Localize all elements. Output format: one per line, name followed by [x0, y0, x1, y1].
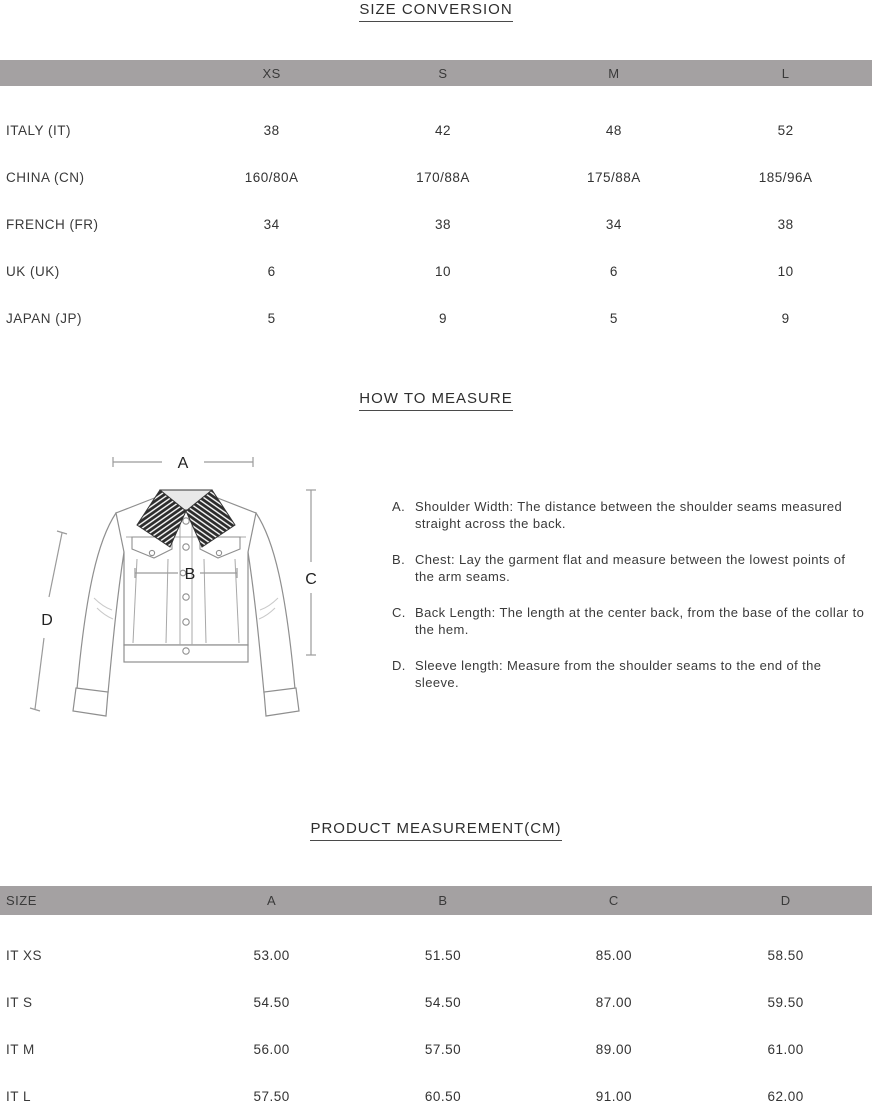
cell-value: 58.50: [767, 948, 804, 963]
table-row: [0, 979, 872, 1026]
measure-item-text: Shoulder Width: The distance between the shoulder seams measured straight across the back.: [415, 499, 843, 531]
header-row-label: SIZE: [6, 893, 37, 908]
how-to-measure-title: [0, 390, 872, 411]
column-header: D: [780, 893, 791, 908]
table-row: [0, 295, 872, 342]
measure-item-key: C.: [392, 605, 406, 620]
measure-instruction-item: [392, 604, 868, 638]
measure-item-key: B.: [392, 552, 406, 567]
column-header: L: [781, 65, 790, 81]
measure-label-b: B: [184, 566, 196, 583]
cell-value: 87.00: [595, 995, 633, 1010]
jacket-measurement-diagram: [20, 440, 360, 730]
column-header: B: [438, 893, 448, 908]
cell-value: 52: [777, 123, 794, 138]
cell-value: 9: [781, 311, 790, 326]
measure-label-d: D: [41, 612, 53, 629]
row-label: IT L: [6, 1089, 32, 1104]
cell-value: 89.00: [595, 1042, 633, 1057]
cell-value: 57.50: [253, 1089, 290, 1104]
cell-value: 6: [267, 264, 276, 279]
measure-label-c: C: [305, 571, 317, 588]
cell-value: 85.00: [595, 948, 633, 963]
product-measurement-table-body: [0, 915, 872, 1111]
product-measurement-title: [0, 820, 872, 841]
column-header: M: [608, 65, 620, 81]
table-row: [0, 154, 872, 201]
cell-value: 10: [777, 264, 794, 279]
cell-value: 5: [267, 311, 276, 326]
column-header: XS: [262, 65, 281, 81]
measure-label-a: A: [177, 455, 189, 472]
cell-value: 175/88A: [586, 170, 641, 185]
cell-value: 42: [434, 123, 451, 138]
cell-value: 9: [438, 311, 447, 326]
cell-value: 38: [777, 217, 794, 232]
row-label: IT S: [6, 995, 33, 1010]
cell-value: 34: [263, 217, 280, 232]
measure-instructions: [392, 498, 868, 710]
cell-value: 34: [605, 217, 622, 232]
row-label: ITALY (IT): [6, 123, 72, 138]
cell-value: 91.00: [595, 1089, 633, 1104]
measure-item-text: Chest: Lay the garment flat and measure between the lowest points of the arm seams.: [415, 552, 846, 584]
row-label: IT M: [6, 1042, 35, 1057]
cell-value: 38: [434, 217, 451, 232]
table-row: [0, 1073, 872, 1111]
how-to-measure-title-text: HOW TO MEASURE: [359, 390, 512, 411]
cell-value: 61.00: [767, 1042, 804, 1057]
table-row: [0, 932, 872, 979]
column-header: C: [608, 893, 619, 908]
row-label: CHINA (CN): [6, 170, 85, 185]
row-label: JAPAN (JP): [6, 311, 83, 326]
cell-value: 48: [605, 123, 622, 138]
product-measurement-header-row: [0, 886, 872, 915]
cell-value: 56.00: [253, 1042, 290, 1057]
table-row: [0, 201, 872, 248]
cell-value: 60.50: [424, 1089, 462, 1104]
measure-instruction-item: [392, 551, 868, 585]
measure-instruction-item: [392, 498, 868, 532]
cell-value: 53.00: [253, 948, 290, 963]
cell-value: 59.50: [767, 995, 804, 1010]
cell-value: 51.50: [424, 948, 462, 963]
product-measurement-title-text: PRODUCT MEASUREMENT(CM): [310, 820, 561, 841]
column-header: S: [438, 65, 448, 81]
cell-value: 185/96A: [758, 170, 813, 185]
measure-item-text: Back Length: The length at the center back, from the base of the collar to the hem.: [415, 605, 865, 637]
row-label: FRENCH (FR): [6, 217, 99, 232]
cell-value: 170/88A: [416, 170, 470, 185]
row-label: IT XS: [6, 948, 43, 963]
row-label: UK (UK): [6, 264, 60, 279]
measure-item-text: Sleeve length: Measure from the shoulder seams to the end of the sleeve.: [415, 658, 822, 690]
cell-value: 54.50: [253, 995, 290, 1010]
cell-value: 54.50: [424, 995, 462, 1010]
cell-value: 38: [263, 123, 280, 138]
table-row: [0, 1026, 872, 1073]
size-conversion-title-text: SIZE CONVERSION: [359, 1, 512, 22]
measure-item-key: D.: [392, 658, 406, 673]
cell-value: 62.00: [767, 1089, 804, 1104]
table-row: [0, 248, 872, 295]
measure-instruction-item: [392, 657, 868, 691]
size-conversion-header-row: [0, 60, 872, 86]
cell-value: 10: [434, 264, 451, 279]
cell-value: 6: [609, 264, 618, 279]
column-header: A: [267, 893, 277, 908]
cell-value: 160/80A: [244, 170, 299, 185]
size-conversion-title: [0, 1, 872, 22]
size-conversion-table-body: [0, 86, 872, 342]
cell-value: 57.50: [424, 1042, 462, 1057]
table-row: [0, 107, 872, 154]
measure-item-key: A.: [392, 499, 406, 514]
cell-value: 5: [609, 311, 618, 326]
